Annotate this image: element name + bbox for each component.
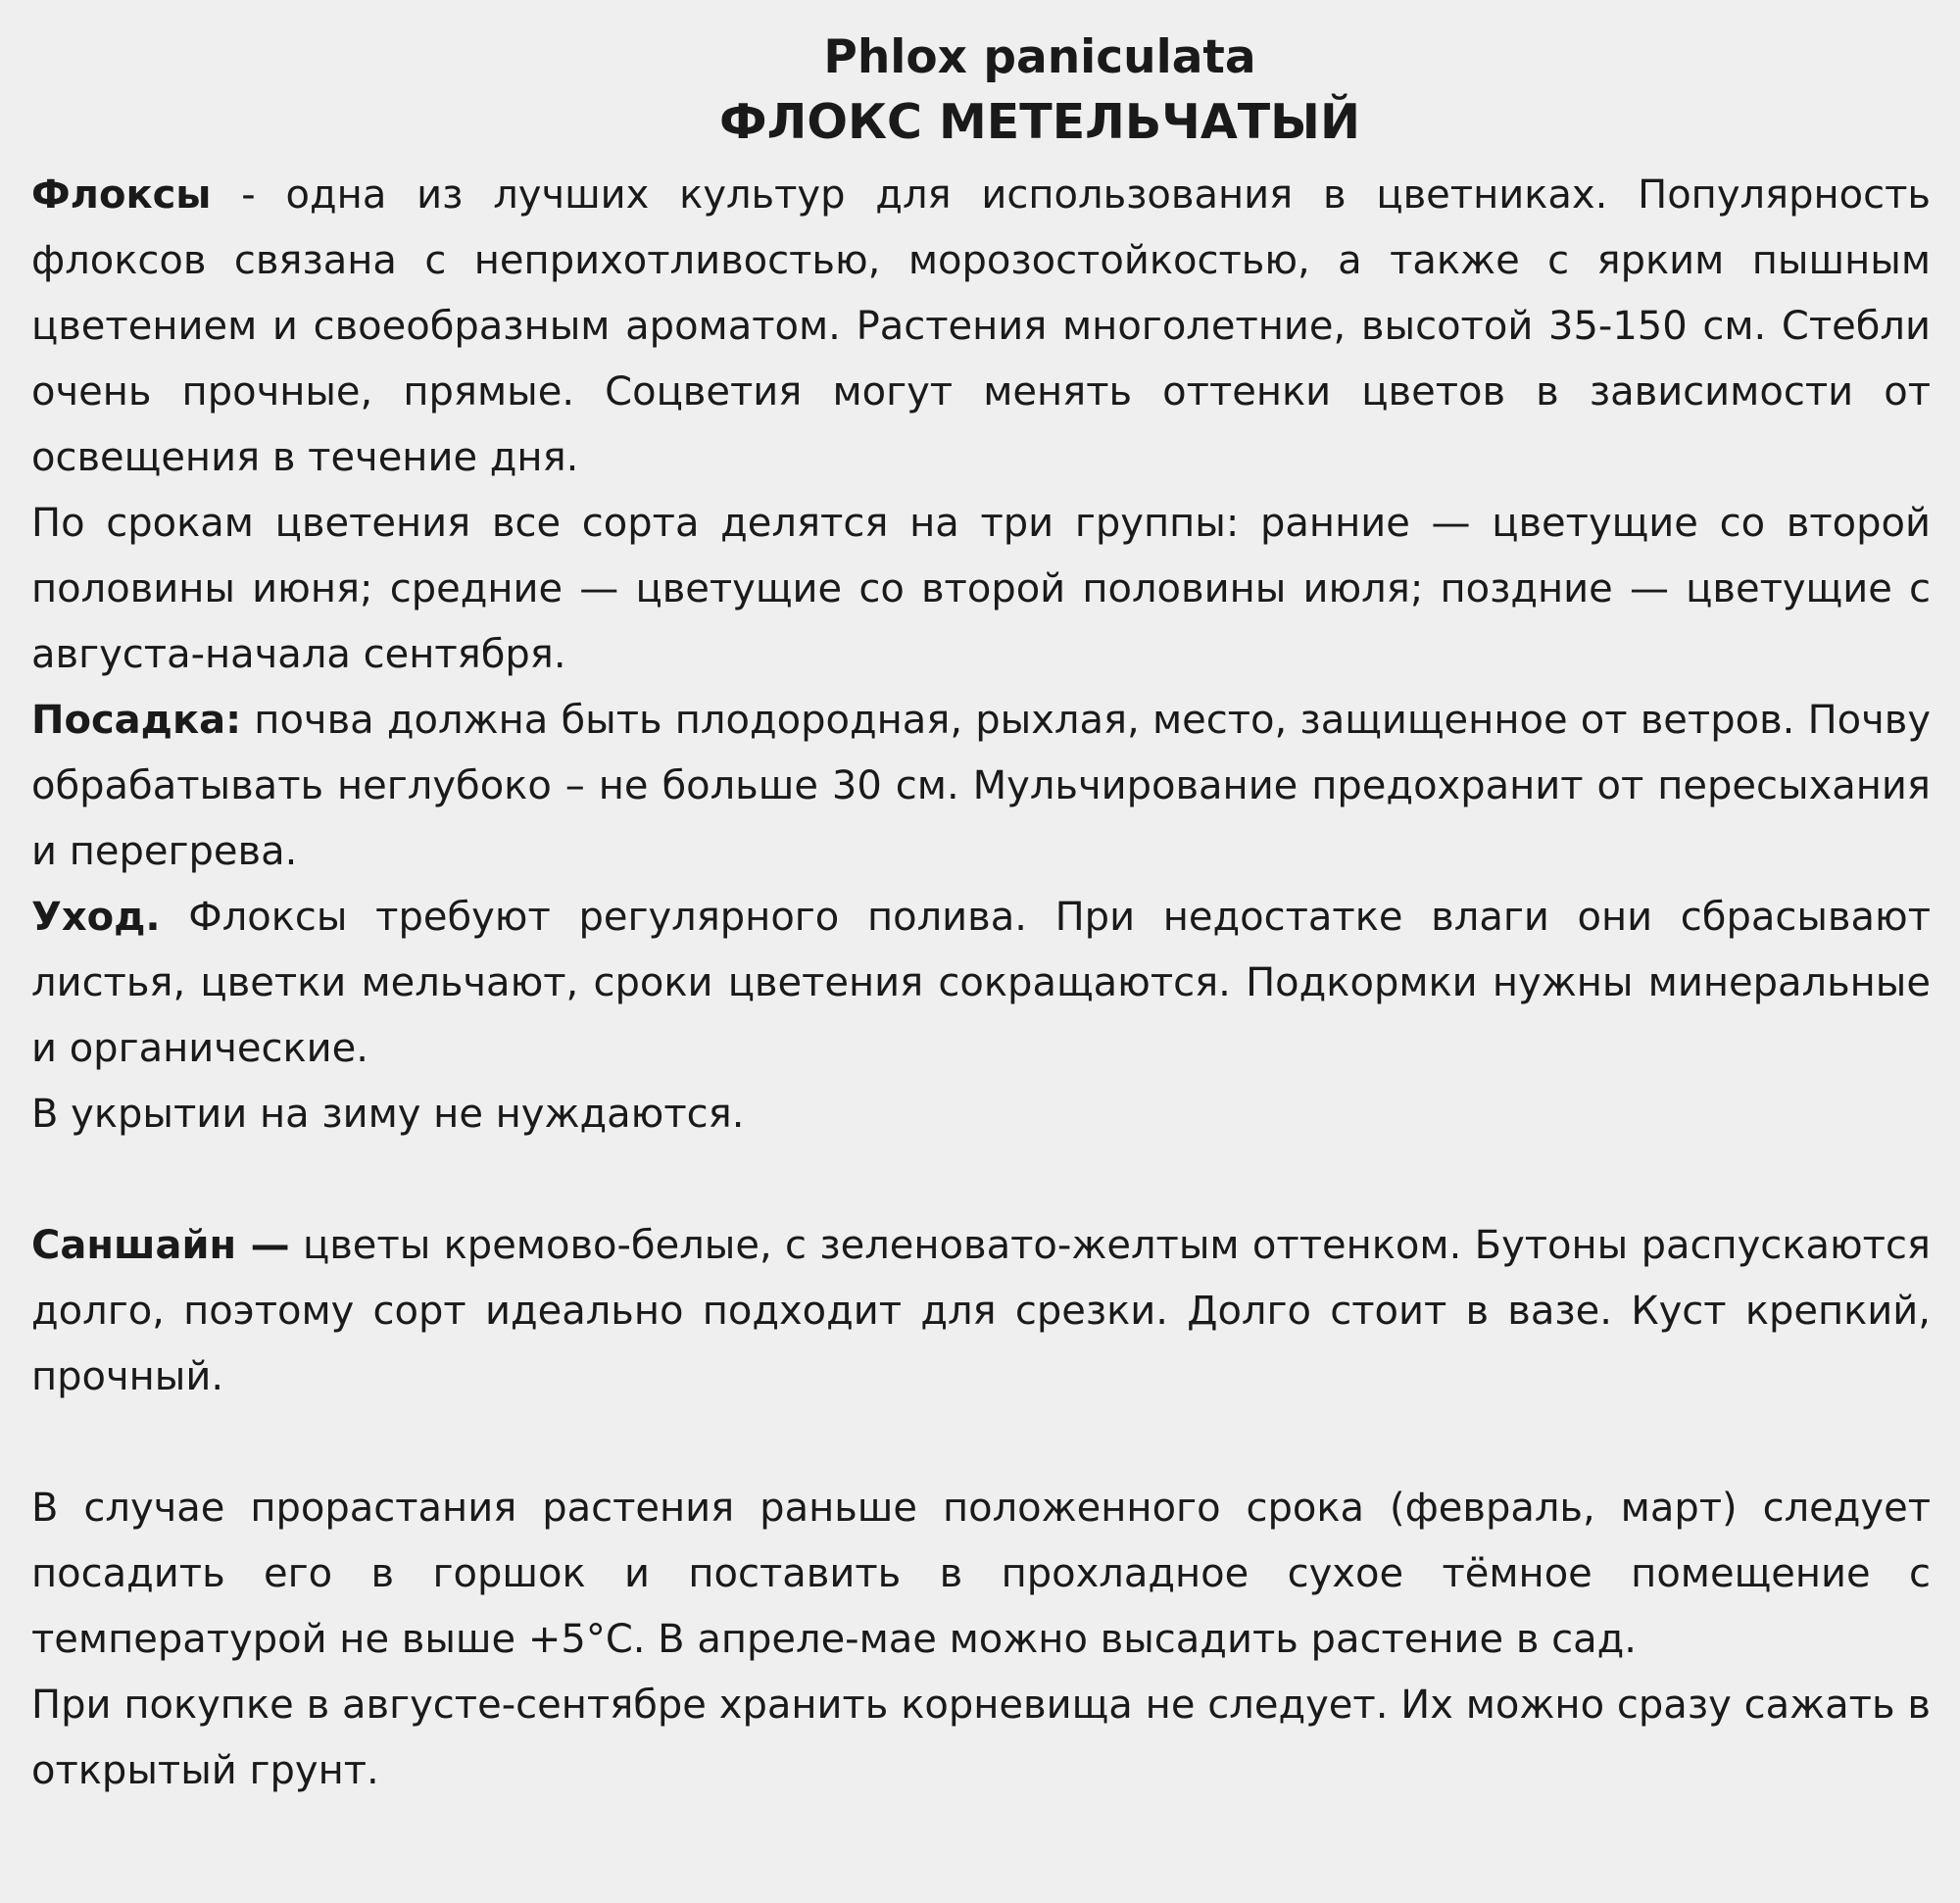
paragraph-text: - одна из лучших культур для использования в цветниках. Популярность флоксов связана с неприхотливостью, морозостойкостью, а также с ярким пышным цветением и своеобразным ароматом. Растения многолетние, высотой 35-150 см. Стебли очень прочные, прямые. Соцветия могут менять оттенки цветов в зависимости от освещения в течение дня. xyxy=(31,172,1931,480)
russian-title: ФЛОКС МЕТЕЛЬЧАТЫЙ xyxy=(719,94,1360,150)
paragraph-lead: Флоксы xyxy=(31,172,212,218)
paragraph-text: По срокам цветения все сорта делятся на три группы: ранние — цветущие со второй половины июня; средние — цветущие со второй половины июля; поздние — цветущие с августа-начала сентября. xyxy=(31,501,1931,677)
paragraph-phlox-intro xyxy=(31,163,1931,491)
paragraph-text: цветы кремово-белые, с зеленовато-желтым оттенком. Бутоны распускаются долго, поэтому сорт идеально подходит для срезки. Долго стоит в вазе. Куст крепкий, прочный. xyxy=(31,1223,1931,1399)
paragraph-lead: Саншайн — xyxy=(31,1223,290,1268)
paragraph-text: Флоксы требуют регулярного полива. При недостатке влаги они сбрасывают листья, цветки мельчают, сроки цветения сокращаются. Подкормки нужны минеральные и органические. xyxy=(31,895,1931,1071)
paragraph-sunshine xyxy=(31,1213,1931,1410)
paragraph-bloom-groups xyxy=(31,491,1931,688)
paragraph-text: При покупке в августе-сентябре хранить корневища не следует. Их можно сразу сажать в открытый грунт. xyxy=(31,1683,1931,1793)
paragraph-text: В случае прорастания растения раньше положенного срока (февраль, март) следует посадить его в горшок и поставить в прохладное сухое тёмное помещение с температурой не выше +5°С. В апреле-мае можно высадить растение в сад. xyxy=(31,1486,1931,1662)
paragraph-lead: Уход. xyxy=(31,895,161,940)
latin-title: Phlox paniculata xyxy=(823,30,1256,84)
paragraph-purchase xyxy=(31,1673,1931,1804)
paragraph-text: В укрытии на зиму не нуждаются. xyxy=(31,1092,745,1137)
paragraph-care xyxy=(31,885,1931,1082)
paragraph-lead: Посадка: xyxy=(31,698,242,743)
paragraph-planting xyxy=(31,688,1931,885)
paragraph-winter xyxy=(31,1082,1931,1147)
paragraph-early-sprouting xyxy=(31,1476,1931,1673)
title-block xyxy=(149,25,1931,155)
paragraph-text: почва должна быть плодородная, рыхлая, место, защищенное от ветров. Почву обрабатывать неглубоко – не больше 30 см. Мульчирование предохранит от пересыхания и перегрева. xyxy=(31,698,1931,874)
spacer xyxy=(31,1410,1931,1476)
spacer xyxy=(31,1147,1931,1213)
